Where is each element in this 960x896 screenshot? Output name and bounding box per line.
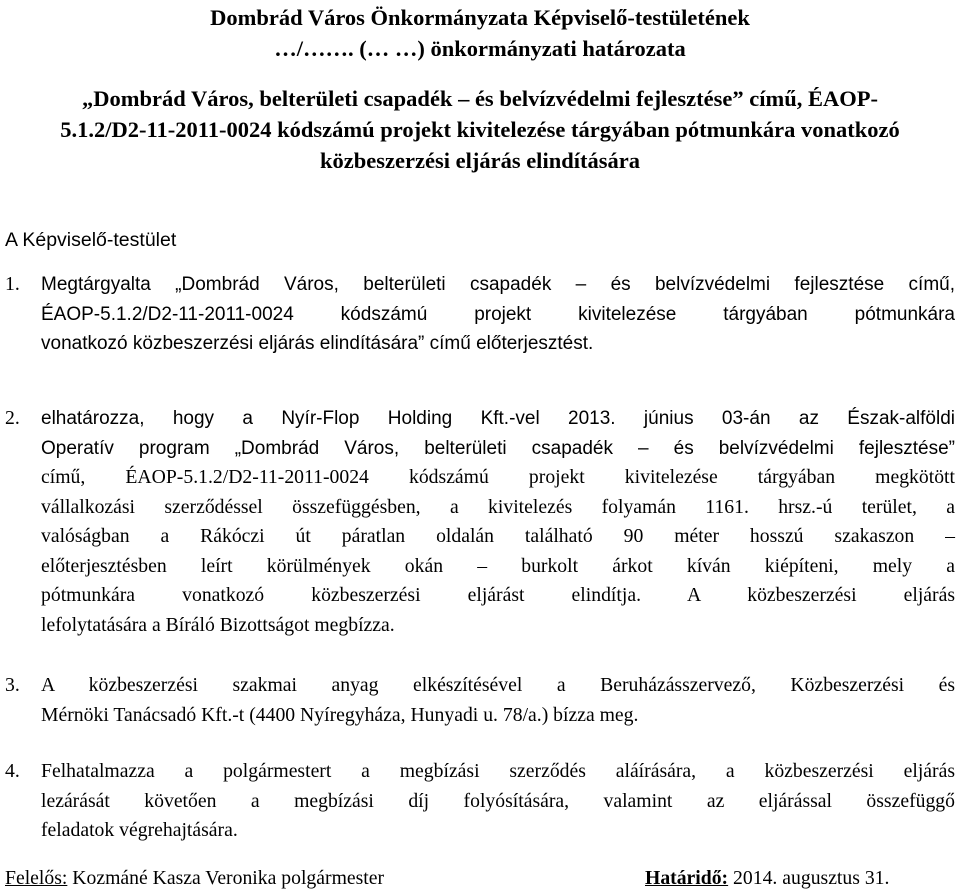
item-line: vállalkozási szerződéssel összefüggésben, a kivitelezés folyamán 1161. hrsz.-ú terület, a <box>41 495 955 518</box>
item-number: 3. <box>5 674 20 696</box>
deadline-label: Határidő: <box>645 867 729 889</box>
item-line: feladatok végrehajtására. <box>41 819 238 841</box>
title-line-2: …/……. (… …) önkormányzati határozata <box>274 36 686 61</box>
deadline <box>645 864 889 892</box>
resolution-item-3 <box>5 671 955 730</box>
item-line <box>5 404 955 434</box>
item-line: vonatkozó közbeszerzési eljárás elindítására” című előterjesztést. <box>41 333 594 354</box>
item-line: pótmunkára vonatkozó közbeszerzési eljárást elindítja. A közbeszerzési eljárás <box>41 584 955 606</box>
title-line-1: Dombrád Város Önkormányzata Képviselő-testületének <box>210 5 750 30</box>
item-number: 4. <box>5 760 20 782</box>
item-line: valóságban a Rákóczi út páratlan oldalán található 90 méter hosszú szakaszon – <box>41 525 955 547</box>
responsible <box>5 867 384 889</box>
item-line <box>5 757 955 787</box>
item-line: Mérnöki Tanácsadó Kft.-t (4400 Nyíregyháza, Hunyadi u. 78/a.) bízza meg. <box>41 703 639 726</box>
footer <box>5 864 955 892</box>
responsible-label: Felelős: <box>5 867 68 889</box>
item-line <box>5 671 955 701</box>
item-line: ÉAOP-5.1.2/D2-11-2011-0024 kódszámú projekt kivitelezése tárgyában pótmunkára <box>41 303 955 325</box>
item-text: Felhatalmazza a polgármestert a megbízási szerződés aláírására, a közbeszerzési eljárás <box>41 760 955 782</box>
responsible-value: Kozmáné Kasza Veronika polgármester <box>67 867 385 889</box>
subject-line-1: „Dombrád Város, belterületi csapadék – és belvízvédelmi fejlesztése” című, ÉAOP- <box>82 86 878 111</box>
item-number: 2. <box>5 407 20 429</box>
body-heading: A Képviselő-testület <box>5 229 177 251</box>
resolution-item-4 <box>5 757 955 846</box>
deadline-value: 2014. augusztus 31. <box>728 867 890 889</box>
item-text: Megtárgyalta „Dombrád Város, belterületi csapadék – és belvízvédelmi fejlesztése című, <box>41 274 955 295</box>
item-line: lezárását követően a megbízási díj folyósítására, valamint az eljárással összefüggő <box>41 789 955 812</box>
resolution-item-2 <box>5 404 955 640</box>
document-title <box>0 2 960 64</box>
item-line: lefolytatására a Bíráló Bizottságot megbízza. <box>41 613 395 636</box>
document-subject <box>0 83 960 176</box>
subject-line-3: közbeszerzési eljárás elindítására <box>320 148 640 173</box>
subject-line-2: 5.1.2/D2-11-2011-0024 kódszámú projekt kivitelezése tárgyában pótmunkára vonatkozó <box>60 117 900 142</box>
item-line: előterjesztésben leírt körülmények okán – burkolt árkot kíván kiépíteni, mely a <box>41 554 955 577</box>
item-text: A közbeszerzési szakmai anyag elkészítésével a Beruházásszervező, Közbeszerzési és <box>41 674 955 696</box>
item-number: 1. <box>5 273 20 295</box>
item-line: Operatív program „Dombrád Város, belterületi csapadék – és belvízvédelmi fejlesztése” <box>41 437 955 459</box>
item-text: elhatározza, hogy a Nyír-Flop Holding Kft.-vel 2013. június 03-án az Észak-alföldi <box>41 408 955 429</box>
resolution-item-1 <box>5 270 955 359</box>
item-line: című, ÉAOP-5.1.2/D2-11-2011-0024 kódszámú projekt kivitelezése tárgyában megkötött <box>41 466 955 488</box>
item-line <box>5 270 955 300</box>
